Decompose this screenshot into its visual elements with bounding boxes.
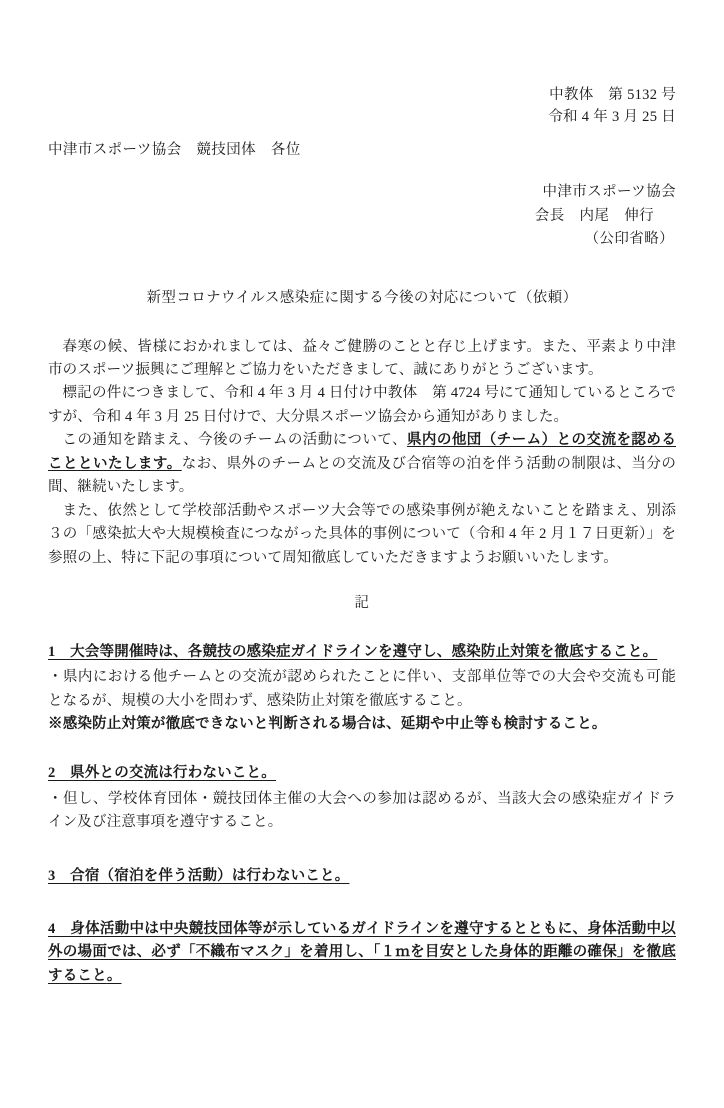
item-1-sub: ・県内における他チームとの交流が認められたことに伴い、支部単位等での大会や交流も可能となるが、規模の大小を問わず、感染防止対策を徹底すること。	[48, 669, 676, 709]
sender-organization: 中津市スポーツ協会	[542, 184, 676, 201]
item-3-heading-wrap	[48, 865, 676, 888]
ki-marker: 記	[354, 595, 370, 612]
paragraph-greeting: 春寒の候、皆様におかれましては、益々ご健勝のことと存じ上げます。また、平素より中津市のスポーツ振興にご理解とご協力をいただきまして、誠にありがとうございます。	[48, 338, 676, 378]
list-item-1	[48, 641, 676, 737]
document-body	[48, 336, 676, 571]
list-item-4	[48, 918, 676, 988]
item-4-heading-tail: 。	[106, 967, 122, 984]
document-date: 令和 4 年 3 月 25 日	[548, 109, 676, 126]
document-page	[0, 84, 724, 1108]
document-title: 新型コロナウイルス感染症に関する今後の対応について（依頼）	[146, 290, 578, 306]
items-list	[48, 641, 676, 988]
paragraph-policy	[48, 429, 676, 499]
paragraph-notice: 標記の件につきまして、令和 4 年 3 月 4 日付け中教体 第 4724 号にて通知しているところですが、令和 4 年 3 月 25 日付けで、大分県スポーツ協会から通知がありました。	[48, 385, 676, 425]
addressee: 中津市スポーツ協会 競技団体 各位	[48, 141, 301, 158]
spacer-1	[48, 740, 676, 762]
list-item-2	[48, 762, 676, 834]
sender-name: 会長 内尾 伸行	[534, 207, 654, 224]
spacer-2	[48, 839, 676, 865]
item-2-heading-wrap	[48, 762, 676, 785]
item-2-sub: ・但し、学校体育団体・競技団体主催の大会への参加は認めるが、当該大会の感染症ガイドライン及び注意事項を遵守すること。	[48, 790, 676, 831]
spacer-3	[48, 892, 676, 918]
document-meta	[48, 84, 676, 129]
sender-block	[48, 181, 676, 251]
list-item-3	[48, 865, 676, 888]
policy-tail-text: なお、県外のチームとの交流及び合宿等の泊を伴う活動の制限は、当分の間、継続いたします。	[48, 455, 676, 496]
policy-emphasis-text: 県内の他団（チーム）との交流を認めることといたします。	[48, 432, 676, 472]
item-3-heading: 3 合宿（宿泊を伴う活動）は行わないこと。	[48, 867, 350, 884]
policy-lead-text: この通知を踏まえ、今後のチームの活動について、	[62, 432, 407, 449]
seal-omitted-note: （公印省略）	[584, 230, 674, 247]
item-1-heading-wrap	[48, 641, 676, 664]
paragraph-request: また、依然として学校部活動やスポーツ大会等での感染事例が絶えないことを踏まえ、別添３の「感染拡大や大規模検査につながった具体的事例について（令和 4 年 2 月１７日更新）」を参照の上、特に下記の事項について周知徹底していただきますようお願いいたします。	[48, 502, 676, 566]
item-1-heading: 1 大会等開催時は、各競技の感染症ガイドラインを遵守し、感染防止対策を徹底すること。	[48, 643, 658, 660]
item-4-heading	[48, 918, 676, 988]
item-4-heading-body: 4 身体活動中は中央競技団体等が示しているガイドラインを遵守するとともに、身体活動中以外の場面では、必ず「不織布マスク」を着用し、「１ｍを目安とした身体的距離の確保」を徹底すること	[48, 920, 676, 984]
item-1-note: ※感染防止対策が徹底できないと判断される場合は、延期や中止等も検討すること。	[48, 716, 607, 732]
document-number: 中教体 第 5132 号	[549, 87, 676, 103]
item-2-heading: 2 県外との交流は行わないこと。	[48, 765, 276, 782]
